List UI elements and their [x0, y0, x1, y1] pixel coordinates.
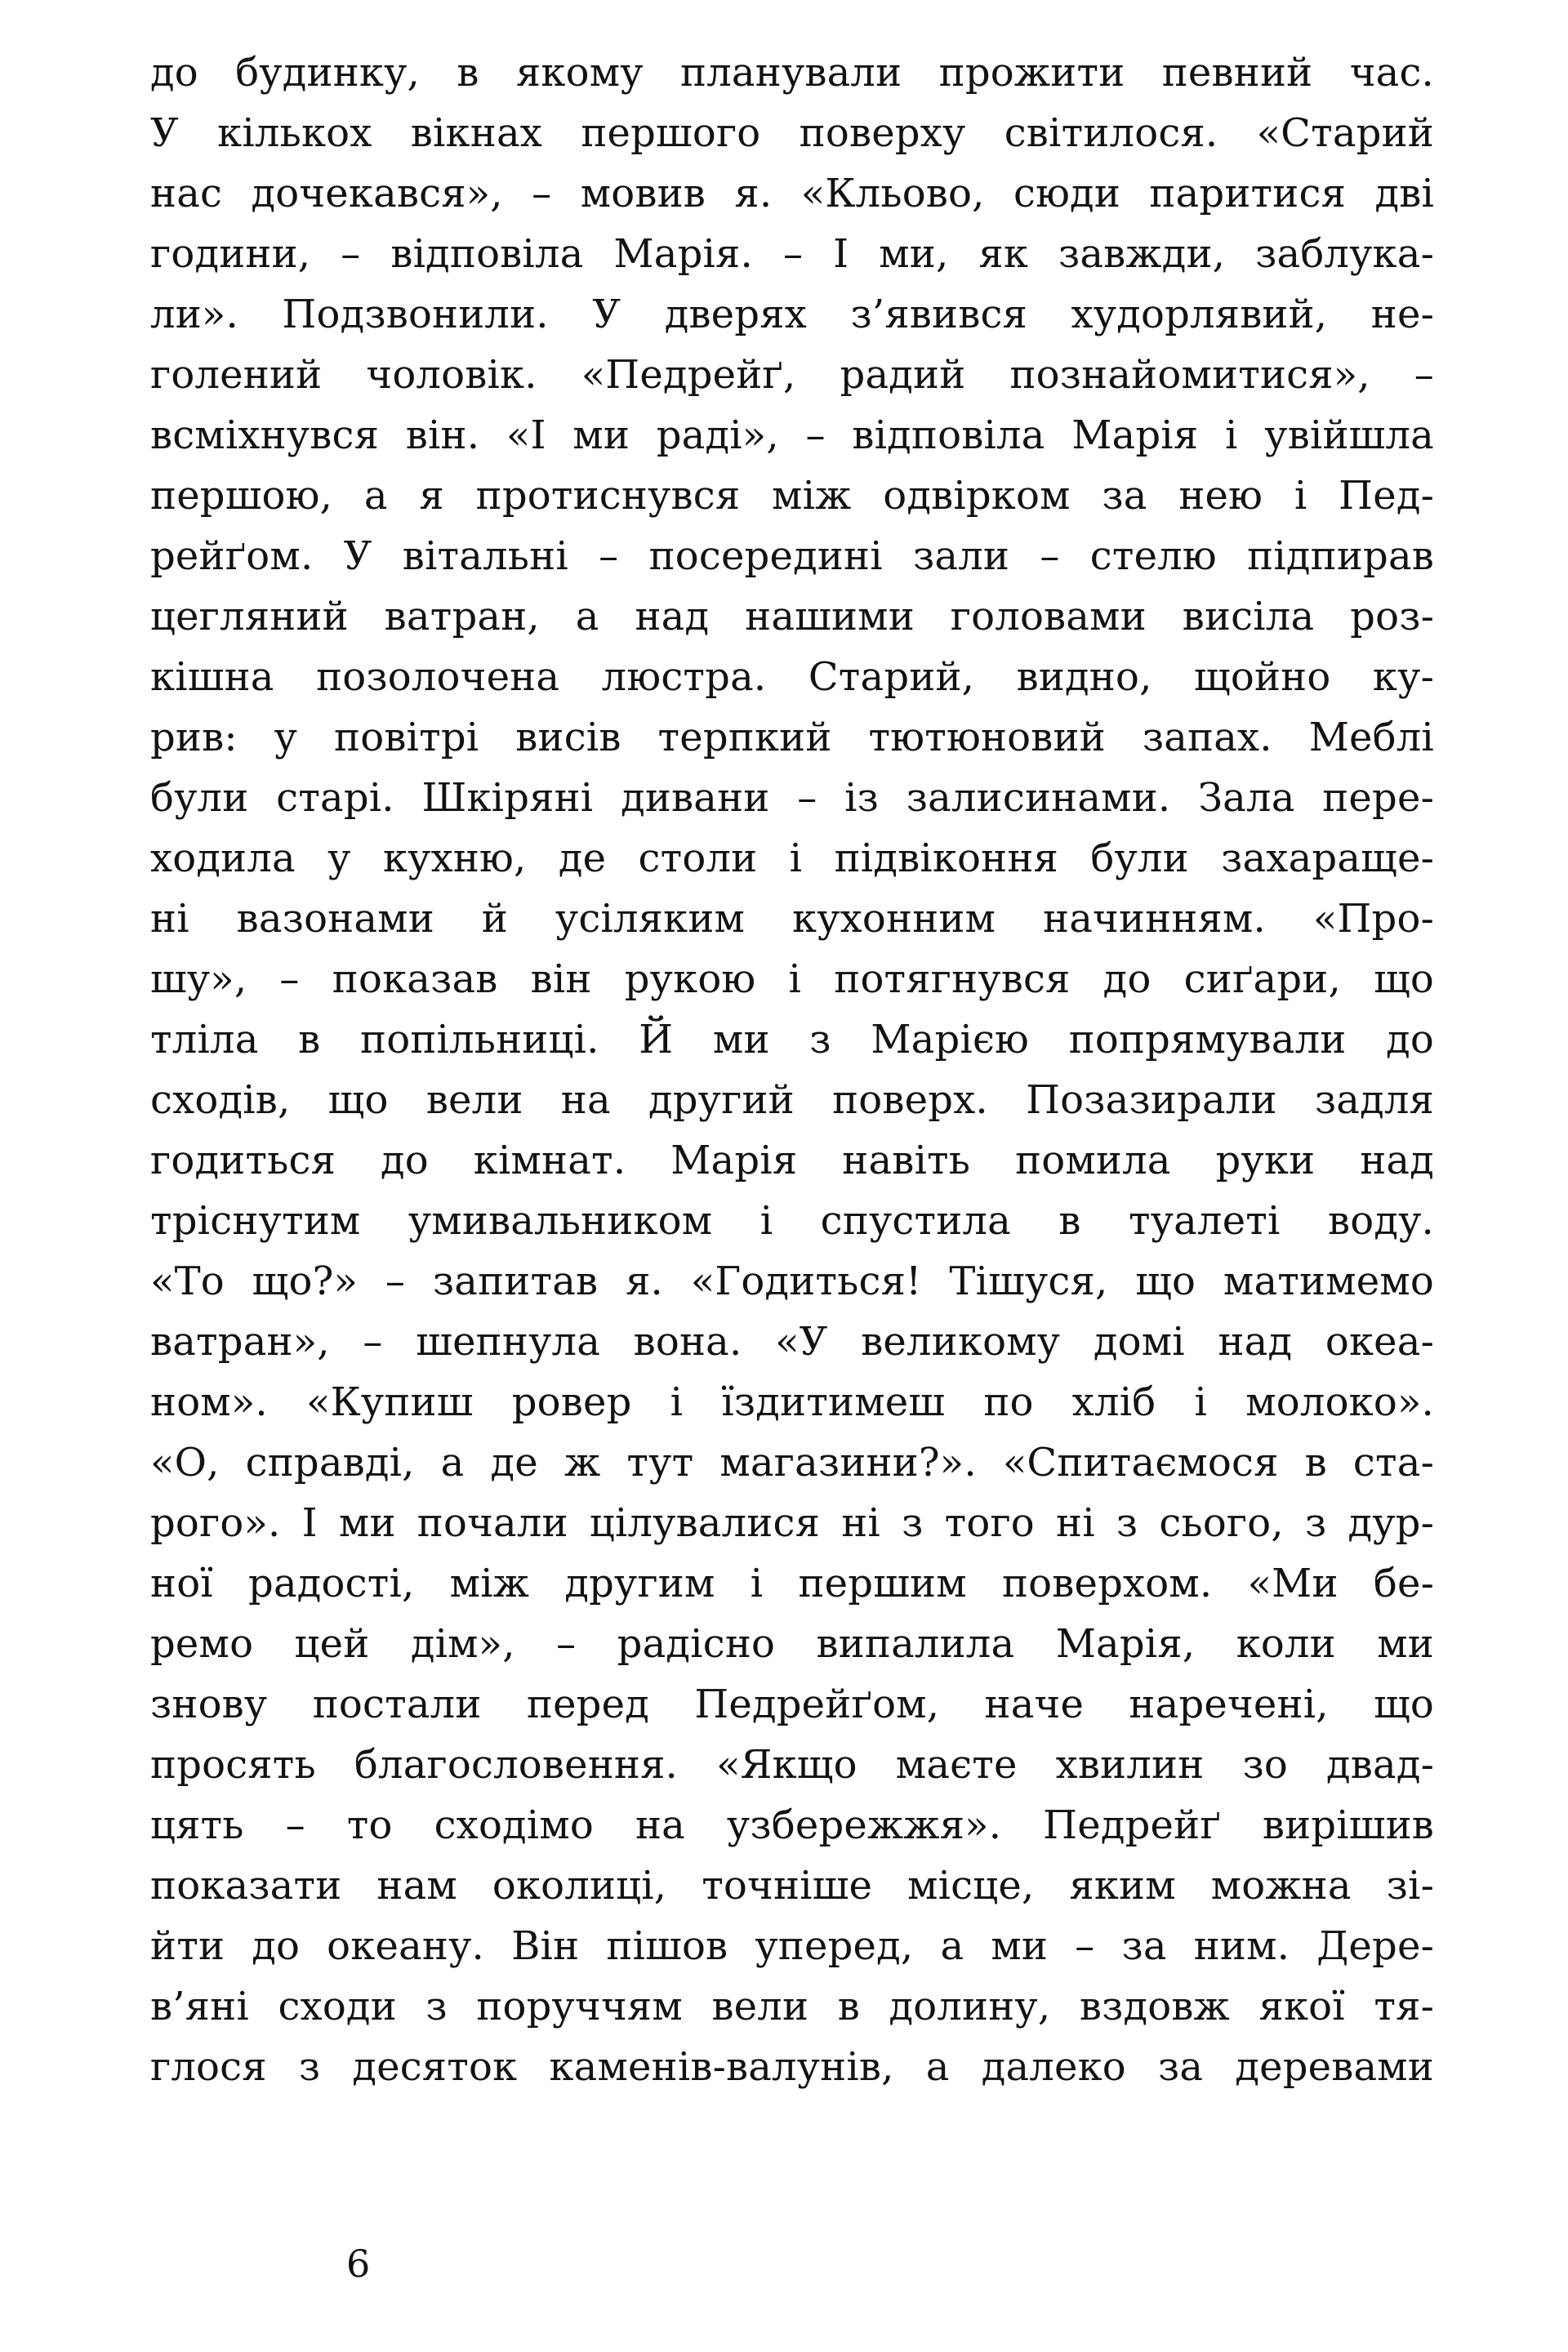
text-line: ходила у кухню, де столи і підвіконня були захараще- [150, 835, 1434, 881]
text-line: ном». «Купиш ровер і їздитимеш по хліб і молоко». [150, 1379, 1434, 1425]
text-line: до будинку, в якому планували прожити певний час. [150, 50, 1434, 96]
text-line: всміхнувся він. «І ми раді», – відповіла Марія і увійшла [150, 412, 1434, 458]
text-line: голений чоловік. «Педрейґ, радий познайомитися», – [150, 352, 1434, 398]
text-line: годиться до кімнат. Марія навіть помила руки над [150, 1138, 1434, 1183]
text-line: цегляний ватран, а над нашими головами висіла роз- [150, 594, 1434, 639]
text-line: «О, справді, а де ж тут магазини?». «Спитаємося в ста- [150, 1440, 1434, 1486]
body-text-block [150, 42, 1434, 2097]
text-line: рейґом. У вітальні – посередині зали – стелю підпирав [150, 533, 1434, 579]
text-line: кішна позолочена люстра. Старий, видно, щойно ку- [150, 654, 1434, 700]
text-line: ні вазонами й усіляким кухонним начинням. «Про- [150, 896, 1434, 942]
text-line: знову постали перед Педрейґом, наче наречені, що [150, 1682, 1434, 1727]
text-line: «То що?» – запитав я. «Годиться! Тішуся, що матимемо [150, 1258, 1434, 1304]
text-line: в’яні сходи з поруччям вели в долину, вздовж якої тя- [150, 1984, 1434, 2029]
text-line: були старі. Шкіряні дивани – із залисинами. Зала пере- [150, 775, 1434, 821]
text-line: показати нам околиці, точніше місце, яким можна зі- [150, 1863, 1434, 1909]
text-line: сходів, що вели на другий поверх. Позазирали задля [150, 1077, 1434, 1123]
text-line: рив: у повітрі висів терпкий тютюновий запах. Меблі [150, 715, 1434, 760]
text-line: рого». І ми почали цілувалися ні з того ні з сього, з дур- [150, 1500, 1434, 1546]
text-line: тліла в попільниці. Й ми з Марією попрямували до [150, 1017, 1434, 1062]
text-line: У кількох вікнах першого поверху світилося. «Старий [150, 110, 1434, 156]
text-line: просять благословення. «Якщо маєте хвилин зо двад- [150, 1742, 1434, 1788]
page-number: 6 [346, 2242, 371, 2286]
text-line: цять – то сходімо на узбережжя». Педрейґ вирішив [150, 1802, 1434, 1848]
text-line: ватран», – шепнула вона. «У великому домі над океа- [150, 1319, 1434, 1365]
text-line: йти до океану. Він пішов уперед, а ми – за ним. Дере- [150, 1923, 1434, 1969]
text-line: тріснутим умивальником і спустила в туалеті воду. [150, 1198, 1434, 1244]
text-line: ної радості, між другим і першим поверхом. «Ми бе- [150, 1561, 1434, 1606]
text-line: ли». Подзвонили. У дверях з’явився худорлявий, не- [150, 292, 1434, 337]
text-line: нас дочекався», – мовив я. «Кльово, сюди паритися дві [150, 171, 1434, 216]
text-line: ремо цей дім», – радісно випалила Марія, коли ми [150, 1621, 1434, 1667]
text-line: першою, а я протиснувся між одвірком за нею і Пед- [150, 473, 1434, 519]
text-line: глося з десяток каменів-валунів, а далеко за деревами [150, 2044, 1434, 2090]
text-line: шу», – показав він рукою і потягнувся до сиґари, що [150, 956, 1434, 1002]
text-line: години, – відповіла Марія. – І ми, як завжди, заблука- [150, 231, 1434, 277]
